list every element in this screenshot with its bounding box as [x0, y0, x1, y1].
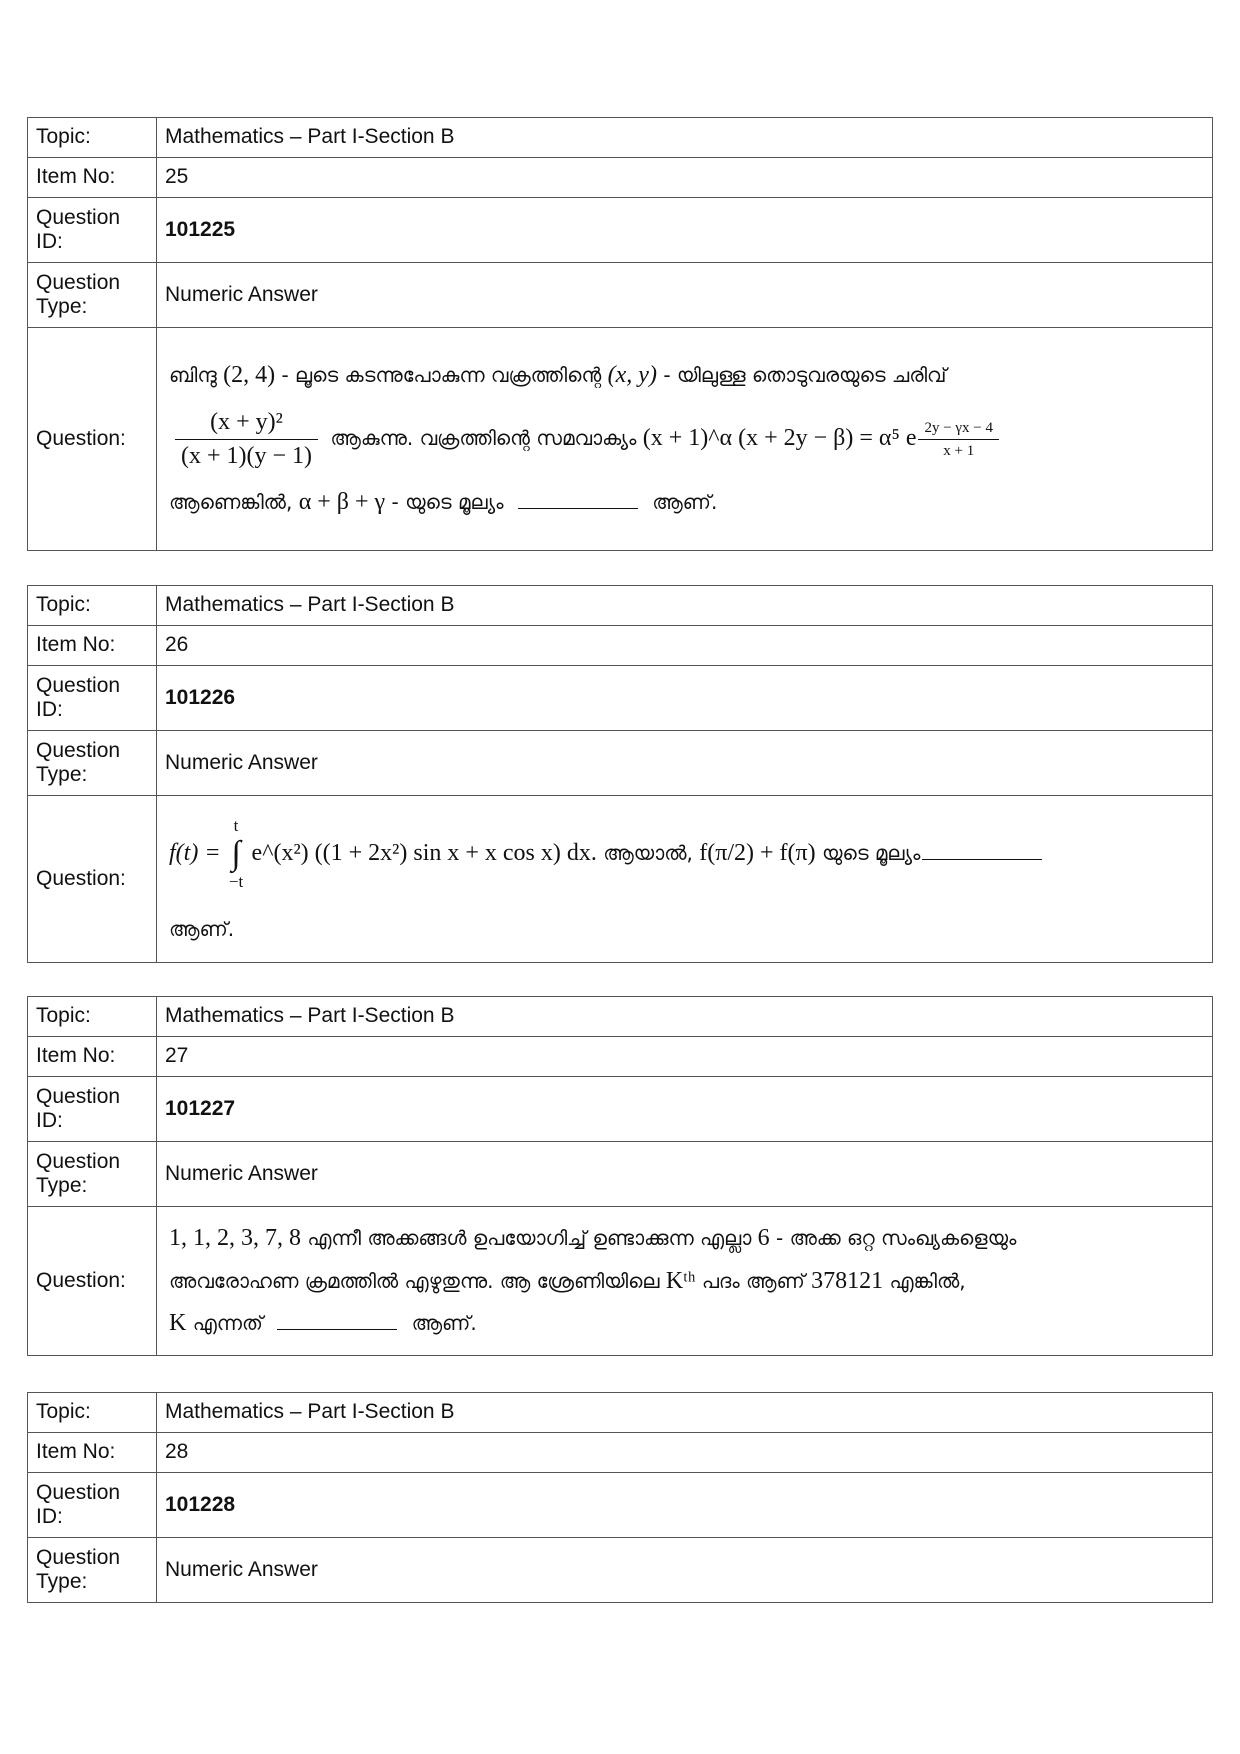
- question-line-1: [169, 817, 1200, 892]
- item-no-label: Item No:: [28, 626, 157, 666]
- question-text: യുടെ മൂല്യം: [821, 840, 921, 865]
- question-text: എന്നീ അക്കങ്ങൾ ഉപയോഗിച്ച് ഉണ്ടാക്കുന്ന എല്ലാ: [307, 1225, 752, 1250]
- math-integrand: e^(x²) ((1 + 2x²) sin x + x cos x) dx.: [251, 839, 597, 866]
- fraction-numerator: 2y − γx − 4: [918, 419, 999, 440]
- question-type-label: Question Type:: [28, 1142, 157, 1207]
- question-text: അവരോഹണ ക്രമത്തിൽ എഴുതുന്നു. ആ ശ്രേണിയിലെ: [169, 1268, 660, 1293]
- item-no-value: 26: [157, 626, 1213, 666]
- item-no-label: Item No:: [28, 1433, 157, 1473]
- math-expression: f(π/2) + f(π): [699, 839, 816, 866]
- topic-label: Topic:: [28, 1393, 157, 1433]
- fraction-denominator: x + 1: [943, 442, 975, 459]
- question-type-label: Question Type:: [28, 731, 157, 796]
- question-text: ആകുന്നു. വക്രത്തിന്റെ സമവാക്യം: [330, 425, 637, 450]
- math-digits: 1, 1, 2, 3, 7, 8: [169, 1224, 301, 1251]
- math-point: (2, 4): [223, 361, 276, 388]
- topic-label: Topic:: [28, 586, 157, 626]
- math-number: 6: [757, 1224, 770, 1251]
- item-no-label: Item No:: [28, 158, 157, 198]
- question-label: Question:: [28, 796, 157, 963]
- question-text: ആയാൽ,: [603, 840, 693, 865]
- question-text: - യിലുള്ള തൊടുവരയുടെ ചരിവ്: [663, 362, 947, 387]
- question-type-value: Numeric Answer: [157, 731, 1213, 796]
- question-text: ആണ്.: [411, 1311, 477, 1336]
- question-line-2: [169, 917, 1200, 941]
- question-text: - ലൂടെ കടന്നുപോകുന്ന വക്രത്തിന്റെ: [281, 362, 602, 387]
- question-text: - അക്ക ഒറ്റ സംഖ്യകളെയും: [776, 1225, 1017, 1250]
- question-label: Question:: [28, 1207, 157, 1356]
- topic-value: Mathematics – Part I-Section B: [157, 586, 1213, 626]
- item-no-label: Item No:: [28, 1037, 157, 1077]
- topic-label: Topic:: [28, 118, 157, 158]
- question-card-26: [27, 585, 1213, 963]
- question-text: ആണ്.: [652, 490, 718, 515]
- question-line-1: [169, 1224, 1200, 1253]
- question-id-label: Question ID:: [28, 1473, 157, 1538]
- question-text: എങ്കിൽ,: [889, 1268, 966, 1293]
- math-coords: (x, y): [607, 361, 657, 388]
- question-body: [157, 796, 1213, 963]
- answer-blank: [277, 1311, 397, 1330]
- answer-blank: [518, 490, 638, 509]
- math-function: f(t) =: [169, 839, 221, 866]
- topic-label: Topic:: [28, 997, 157, 1037]
- question-text: - യുടെ മൂല്യം: [391, 490, 504, 515]
- integral-sign: t ∫ −t: [228, 815, 244, 891]
- question-type-label: Question Type:: [28, 263, 157, 328]
- topic-value: Mathematics – Part I-Section B: [157, 118, 1213, 158]
- math-number: 378121: [811, 1267, 884, 1294]
- fraction-denominator: (x + 1)(y − 1): [181, 442, 313, 469]
- question-body: [157, 1207, 1213, 1356]
- question-text: പദം ആണ്: [701, 1268, 805, 1293]
- question-text: ആണ്.: [169, 917, 235, 942]
- integral-upper-limit: t: [233, 815, 239, 835]
- topic-value: Mathematics – Part I-Section B: [157, 1393, 1213, 1433]
- question-card-28: [27, 1392, 1213, 1603]
- topic-value: Mathematics – Part I-Section B: [157, 997, 1213, 1037]
- exponent-fraction: [918, 419, 999, 460]
- math-equation: (x + 1)^α (x + 2y − β) = α⁵ e: [642, 424, 917, 451]
- question-id-label: Question ID:: [28, 666, 157, 731]
- question-id-value: 101226: [157, 666, 1213, 731]
- item-no-value: 27: [157, 1037, 1213, 1077]
- question-text: എന്നത്: [192, 1311, 263, 1336]
- question-id-label: Question ID:: [28, 198, 157, 263]
- item-no-value: 28: [157, 1433, 1213, 1473]
- question-id-value: 101227: [157, 1077, 1213, 1142]
- question-line-2: [169, 1267, 1200, 1296]
- question-type-value: Numeric Answer: [157, 263, 1213, 328]
- question-text: ആണെങ്കിൽ,: [169, 490, 293, 515]
- question-line-2: [169, 408, 1200, 471]
- question-body: [157, 328, 1213, 551]
- question-text: ബിന്ദു: [169, 362, 217, 387]
- question-line-3: [169, 488, 1200, 517]
- math-term: Kᵗʰ: [665, 1267, 696, 1294]
- math-expression: α + β + γ: [298, 489, 386, 516]
- question-line-1: [169, 361, 1200, 390]
- math-variable: K: [169, 1310, 187, 1337]
- item-no-value: 25: [157, 158, 1213, 198]
- question-type-label: Question Type:: [28, 1538, 157, 1603]
- slope-fraction: [175, 408, 318, 471]
- question-type-value: Numeric Answer: [157, 1538, 1213, 1603]
- question-card-25: [27, 117, 1213, 551]
- question-type-value: Numeric Answer: [157, 1142, 1213, 1207]
- question-card-27: [27, 996, 1213, 1356]
- answer-blank: [922, 841, 1042, 860]
- question-line-3: [169, 1309, 1200, 1338]
- question-id-label: Question ID:: [28, 1077, 157, 1142]
- question-id-value: 101225: [157, 198, 1213, 263]
- question-id-value: 101228: [157, 1473, 1213, 1538]
- fraction-numerator: (x + y)²: [175, 408, 318, 440]
- integral-lower-limit: −t: [228, 871, 244, 891]
- question-label: Question:: [28, 328, 157, 551]
